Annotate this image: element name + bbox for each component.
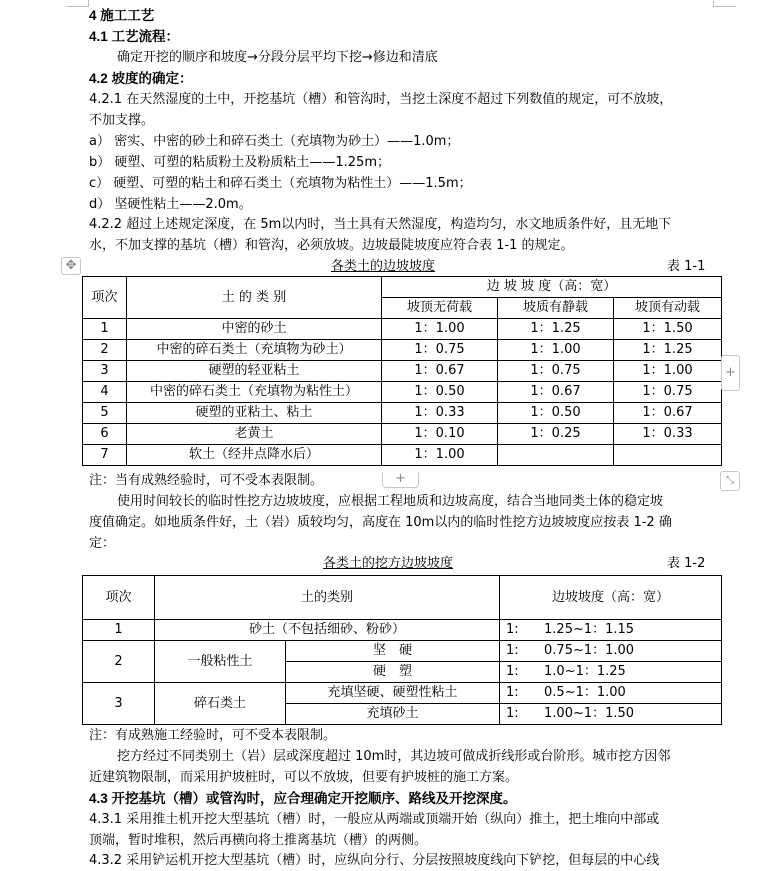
- paragraph-4-3-1-line2: 顶端，暂时堆积，然后再横向将土推离基坑（槽）的两侧。: [89, 833, 428, 848]
- table1-subheader: 坡顶无荷载: [382, 298, 498, 319]
- cell-index: 2: [83, 641, 155, 683]
- cell-slope: 1：1.00: [614, 361, 722, 382]
- table-row: [83, 319, 722, 340]
- process-flow: 确定开挖的顺序和坡度→分段分层平均下挖→修边和清底: [117, 50, 438, 65]
- cell-slope: 1：0.50: [498, 403, 614, 424]
- table1-header-slope: 边 坡 坡 度（高：宽）: [382, 277, 722, 298]
- cell-soil: 硬塑的轻亚粘土: [127, 361, 382, 382]
- paragraph-4-2-1-line1: 4.2.1 在天然湿度的土中，开挖基坑（槽）和管沟时，当挖土深度不超过下列数值的规定，可不放坡，: [89, 92, 673, 107]
- table2-number: 表 1-2: [667, 556, 706, 571]
- paragraph-excavation-line1: 挖方经过不同类别土（岩）层或深度超过 10m时，其边坡可做成折线形或台阶形。城市挖方因邻: [117, 749, 671, 764]
- paragraph-4-3-1-line1: 4.3.1 采用推土机开挖大型基坑（槽）时，一般应从两端或顶端开始（纵向）推土，把土堆向中部或: [89, 812, 660, 827]
- cell-slope: 1：0.75: [614, 382, 722, 403]
- table-row: [83, 361, 722, 382]
- cell-slope: 1：0.10: [382, 424, 498, 445]
- cell-index: 7: [83, 445, 127, 466]
- cell-slope: 1：1.25: [498, 319, 614, 340]
- slope-range: 1.0~1：1.25: [544, 664, 626, 679]
- table1-header-index: 项次: [83, 277, 127, 319]
- page-corner-mark-left: [66, 0, 89, 7]
- table-row: [83, 620, 722, 641]
- cell-soil-sub: 硬 塑: [286, 662, 500, 683]
- cell-slope: 1：1.00: [498, 340, 614, 361]
- slope-range: 0.75~1：1.00: [544, 643, 635, 658]
- cell-soil: 砂土（不包括细砂、粉砂）: [155, 620, 500, 641]
- paragraph-temp-slope-line3: 定：: [89, 536, 116, 551]
- cell-soil: 中密的碎石类土（充填物为砂土）: [127, 340, 382, 361]
- cell-slope: [500, 683, 722, 704]
- cell-slope: 1：1.00: [382, 319, 498, 340]
- section-heading: 4 施工工艺: [89, 8, 155, 23]
- cell-slope: 1：0.67: [382, 361, 498, 382]
- table-row: [83, 641, 722, 662]
- paragraph-4-2-1-line2: 不加支撑。: [89, 113, 155, 128]
- cell-slope: [500, 662, 722, 683]
- cell-soil-group: 碎石类土: [155, 683, 286, 725]
- cell-slope: [614, 445, 722, 466]
- subsection-heading-4-1: 4.1 工艺流程：: [89, 29, 180, 44]
- cell-soil: 中密的碎石类土（充填物为粘性土）: [127, 382, 382, 403]
- cell-slope: 1：0.33: [382, 403, 498, 424]
- table2-header-soil: 土的类别: [155, 576, 500, 620]
- list-item-d: d） 坚硬性粘土——2.0m。: [89, 197, 252, 212]
- table2: [82, 575, 722, 725]
- cell-soil-sub: 坚 硬: [286, 641, 500, 662]
- slope-range: 1.00~1：1.50: [544, 706, 635, 721]
- add-row-button[interactable]: +: [382, 472, 419, 488]
- paragraph-4-2-2-line2: 水，不加支撑的基坑（槽）和管沟，必须放坡。边坡最陡坡度应符合表 1-1 的规定。: [89, 238, 574, 253]
- table-row: [83, 683, 722, 704]
- table1-number: 表 1-1: [667, 259, 706, 274]
- cell-slope: 1：0.25: [498, 424, 614, 445]
- table-row: [83, 403, 722, 424]
- table2-caption: 各类土的挖方边坡坡度: [323, 556, 454, 571]
- table-row: [83, 340, 722, 361]
- cell-slope: 1：0.67: [614, 403, 722, 424]
- cell-soil-sub: 充填砂土: [286, 704, 500, 725]
- cell-index: 2: [83, 340, 127, 361]
- slope-prefix: 1:: [506, 664, 519, 679]
- cell-slope: [498, 445, 614, 466]
- slope-prefix: 1:: [506, 706, 519, 721]
- slope-prefix: 1:: [506, 643, 519, 658]
- cell-slope: 1：0.75: [382, 340, 498, 361]
- slope-range: 1.25~1：1.15: [544, 622, 635, 637]
- page-corner-mark-right: [713, 0, 736, 7]
- cell-slope: 1：0.33: [614, 424, 722, 445]
- table1: [82, 276, 722, 466]
- cell-index: 3: [83, 683, 155, 725]
- cell-soil: 硬塑的亚粘土、粘土: [127, 403, 382, 424]
- paragraph-excavation-line2: 近建筑物限制，而采用护坡桩时，可以不放坡，但要有护坡桩的施工方案。: [89, 770, 519, 785]
- table1-note: 注：当有成熟经验时，可不受本表限制。: [89, 473, 324, 488]
- cell-slope: 1：0.67: [498, 382, 614, 403]
- cell-index: 5: [83, 403, 127, 424]
- cell-slope: 1：1.25: [614, 340, 722, 361]
- cell-soil-group: 一般粘性土: [155, 641, 286, 683]
- cell-soil: 老黄土: [127, 424, 382, 445]
- table-resize-handle-icon[interactable]: ⤡: [720, 471, 740, 491]
- cell-slope: 1：1.00: [382, 445, 498, 466]
- cell-slope: [500, 641, 722, 662]
- paragraph-4-2-2-line1: 4.2.2 超过上述规定深度，在 5m以内时，当土具有天然湿度，构造均匀，水文地质条件好，且无地下: [89, 217, 672, 232]
- cell-index: 3: [83, 361, 127, 382]
- table2-note: 注：有成熟施工经验时，可不受本表限制。: [89, 728, 337, 743]
- slope-prefix: 1:: [506, 685, 519, 700]
- subsection-heading-4-2: 4.2 坡度的确定：: [89, 71, 193, 86]
- cell-slope: 1：0.50: [382, 382, 498, 403]
- cell-index: 1: [83, 319, 127, 340]
- list-item-b: b） 硬塑、可塑的粘质粉土及粉质粘土——1.25m；: [89, 155, 390, 170]
- list-item-a: a） 密实、中密的砂土和碎石类土（充填物为砂土）——1.0m；: [89, 134, 460, 149]
- slope-range: 0.5~1：1.00: [544, 685, 626, 700]
- cell-slope: 1：0.75: [498, 361, 614, 382]
- table-move-handle-icon[interactable]: ✥: [61, 257, 81, 275]
- table1-header-soil: 土 的 类 别: [127, 277, 382, 319]
- cell-soil-sub: 充填坚硬、硬塑性粘土: [286, 683, 500, 704]
- paragraph-temp-slope-line2: 度值确定。如地质条件好，土（岩）质较均匀，高度在 10m以内的临时性挖方边坡坡度应按表 1-2 确: [89, 515, 672, 530]
- slope-prefix: 1:: [506, 622, 519, 637]
- paragraph-temp-slope-line1: 使用时间较长的临时性挖方边坡坡度，应根据工程地质和边坡高度，结合当地同类土体的稳定坡: [117, 494, 664, 509]
- table1-subheader: 坡顶有动载: [614, 298, 722, 319]
- table1-caption: 各类土的边坡坡度: [331, 259, 436, 274]
- list-item-c: c） 硬塑、可塑的粘土和碎石类土（充填物为粘性土）——1.5m；: [89, 176, 472, 191]
- cell-slope: 1：1.50: [614, 319, 722, 340]
- table-row: [83, 382, 722, 403]
- cell-soil: 软土（经井点降水后）: [127, 445, 382, 466]
- add-column-button[interactable]: +: [721, 355, 740, 391]
- table-row: [83, 445, 722, 466]
- table1-subheader: 坡质有静载: [498, 298, 614, 319]
- cell-soil: 中密的砂土: [127, 319, 382, 340]
- table2-header-slope: 边坡坡度（高：宽）: [500, 576, 722, 620]
- cell-index: 6: [83, 424, 127, 445]
- cell-index: 1: [83, 620, 155, 641]
- table2-header-index: 项次: [83, 576, 155, 620]
- cell-slope: [500, 704, 722, 725]
- subsection-heading-4-3: 4.3 开挖基坑（槽）或管沟时，应合理确定开挖顺序、路线及开挖深度。: [89, 791, 517, 806]
- cell-slope: [500, 620, 722, 641]
- cell-index: 4: [83, 382, 127, 403]
- paragraph-4-3-2-partial: 4.3.2 采用铲运机开挖大型基坑（槽）时，应纵向分行、分层按照坡度线向下铲挖，但每层的中心线: [89, 853, 660, 868]
- table-row: [83, 424, 722, 445]
